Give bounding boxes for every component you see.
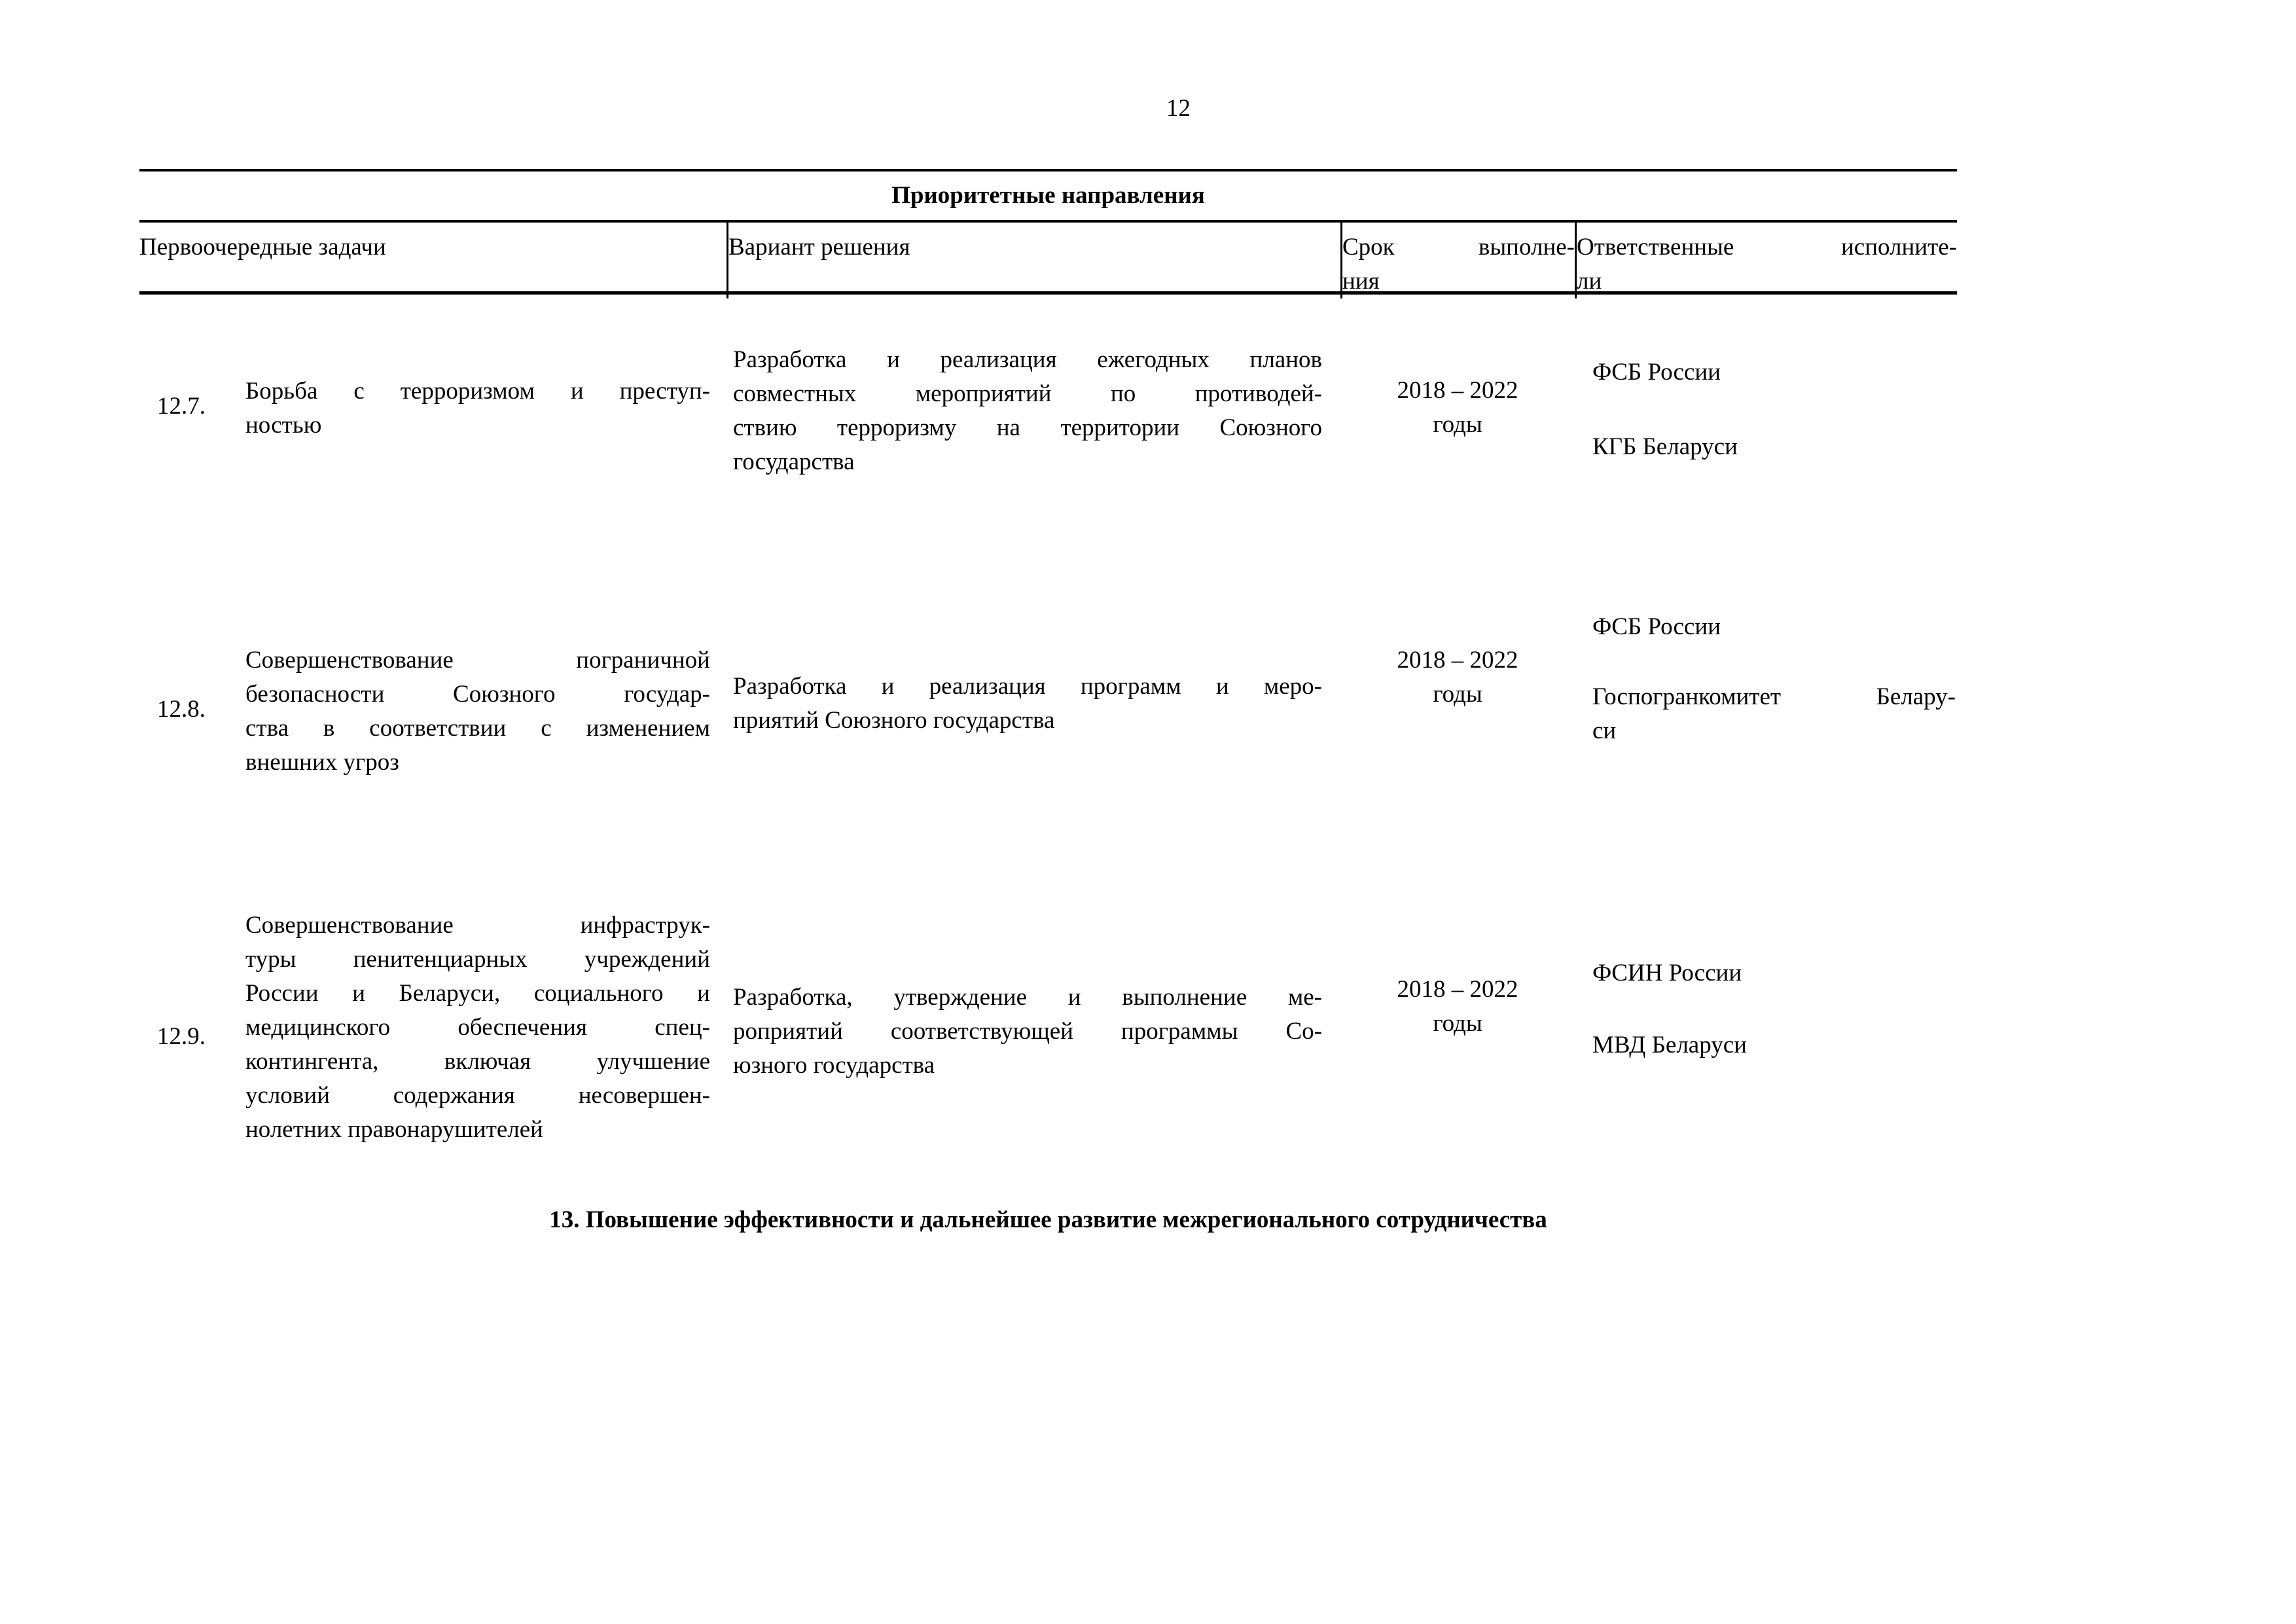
table-header-row: [139, 223, 1957, 295]
task-cell: Борьба с терроризмом и преступ- ностью: [245, 378, 710, 439]
header-solution-variant: Вариант решения: [726, 223, 1340, 298]
term-cell: 2018 – 2022 годы: [1397, 377, 1518, 438]
term-cell: 2018 – 2022 годы: [1397, 976, 1518, 1037]
table-row: [139, 890, 1957, 1168]
row-number: 12.9.: [157, 1023, 206, 1050]
executor-entry: ФСБ России: [1592, 359, 1721, 386]
row-number: 12.7.: [157, 393, 206, 420]
executor-entry: ФСИН России: [1592, 960, 1742, 986]
solution-cell: Разработка, утверждение и выполнение ме- роприятий соответствующей программы Со- юзного государства: [733, 984, 1322, 1079]
task-cell: Совершенствование инфраструк- туры пенитенциарных учреждений России и Беларуси, социального и медицинского обеспечения спец- контингента, включая улучшение условий содержания несовершен- нолетних правонарушителей: [245, 912, 710, 1143]
table-title-row: [139, 169, 1957, 223]
executor-entry: Госпогранкомитет Белару- си: [1592, 683, 1956, 744]
priorities-table: [139, 169, 1957, 1168]
solution-cell: Разработка и реализация ежегодных планов совместных мероприятий по противодей- ствию терроризму на территории Союзного государства: [733, 346, 1322, 475]
table-row: [139, 295, 1957, 609]
executor-entry: МВД Беларуси: [1592, 1032, 1747, 1058]
page-number: 12: [1166, 95, 1191, 122]
executors-cell: [1575, 609, 1957, 890]
header-term: Срок выполне- ния: [1340, 223, 1575, 298]
executor-entry: ФСБ России: [1592, 613, 1721, 640]
section-13-heading: 13. Повышение эффективности и дальнейшее развитие межрегионального сотрудничества: [549, 1206, 1547, 1233]
executors-cell: [1575, 890, 1957, 1168]
table-title: Приоритетные направления: [891, 182, 1205, 209]
table-body: [139, 295, 1957, 1168]
task-cell: Совершенствование пограничной безопасности Союзного государ- ства в соответствии с изменением внешних угроз: [245, 647, 710, 776]
term-cell: 2018 – 2022 годы: [1397, 647, 1518, 708]
header-responsible-executors: Ответственные исполните- ли: [1575, 223, 1957, 298]
table-row: [139, 609, 1957, 890]
header-priority-tasks: Первоочередные задачи: [139, 234, 386, 261]
executor-entry: КГБ Беларуси: [1592, 433, 1738, 460]
solution-cell: Разработка и реализация программ и меро- приятий Союзного государства: [733, 673, 1322, 734]
executors-cell: [1575, 295, 1957, 609]
row-number: 12.8.: [157, 696, 206, 723]
